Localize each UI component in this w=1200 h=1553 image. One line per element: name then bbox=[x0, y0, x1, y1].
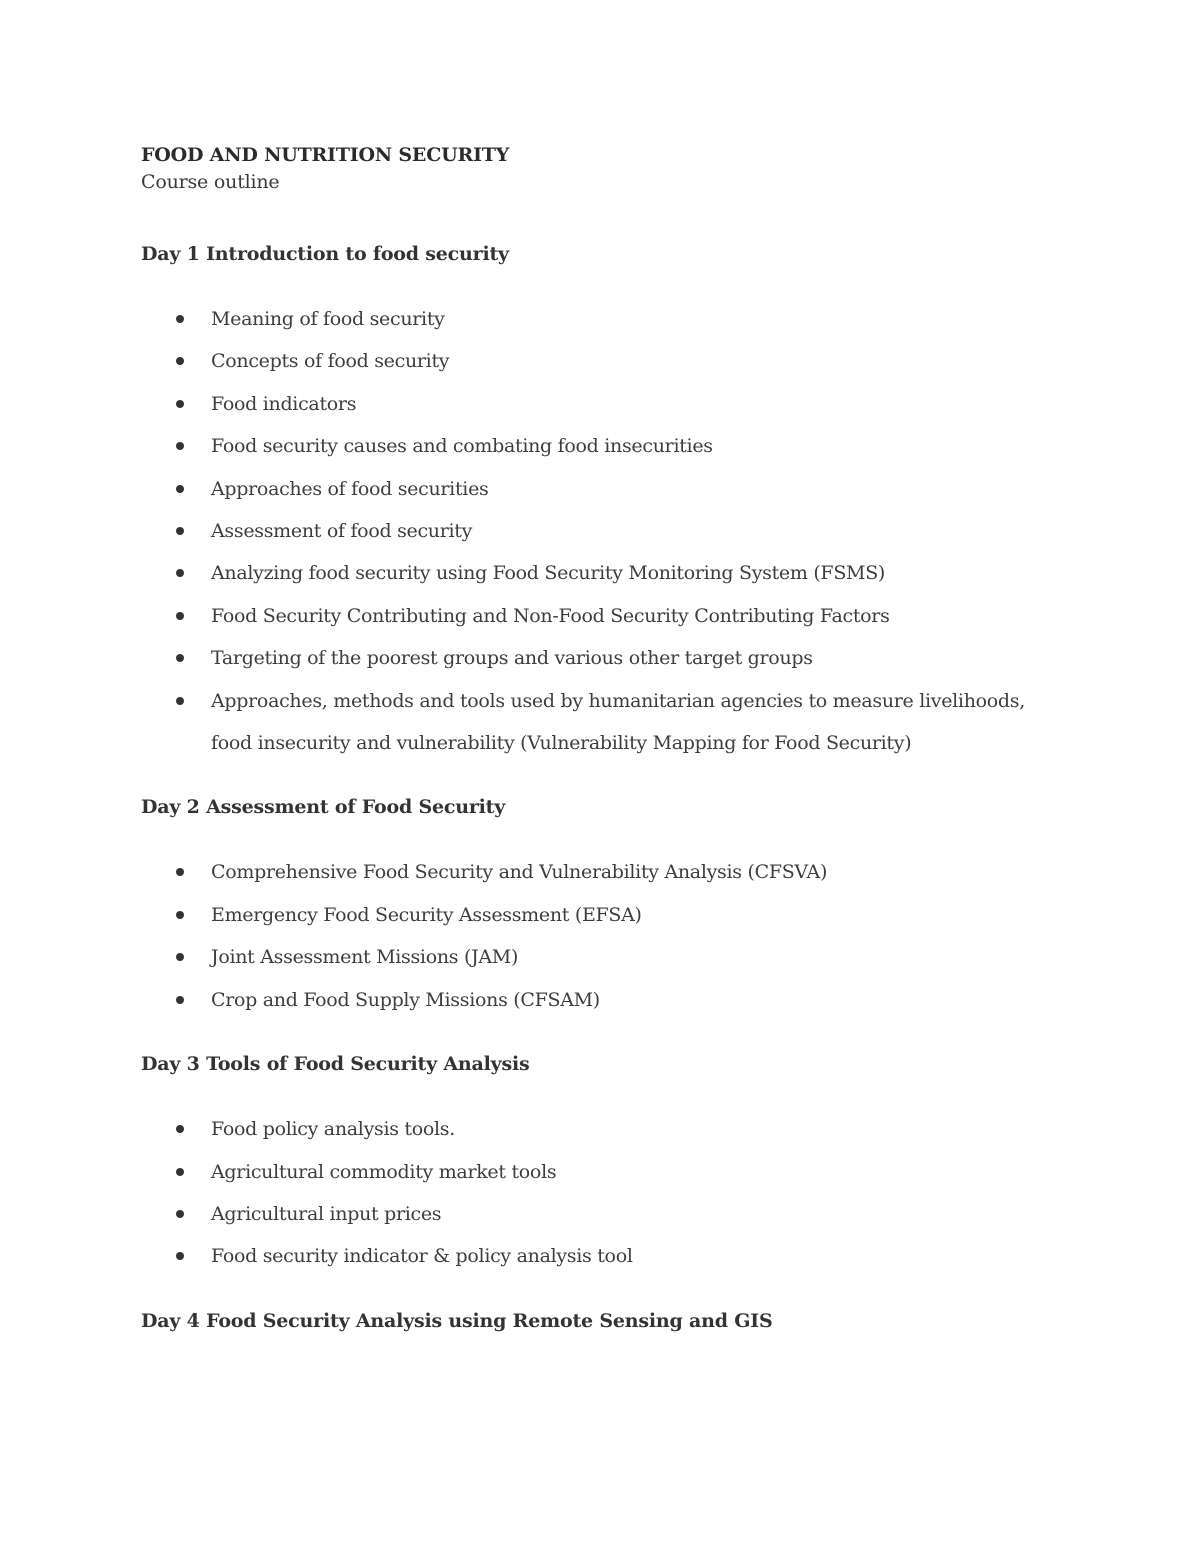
bullet-icon bbox=[176, 953, 184, 961]
list-item-text: Approaches, methods and tools used by humanitarian agencies to measure livelihoods, food insecurity and vulnerability (Vulnerability Mapping for Food Security) bbox=[211, 689, 1025, 755]
list-item bbox=[141, 637, 1061, 679]
bullet-icon bbox=[176, 569, 184, 577]
list-item-text: Approaches of food securities bbox=[211, 477, 489, 500]
bullet-icon bbox=[176, 400, 184, 408]
list-item-text: Agricultural input prices bbox=[211, 1202, 442, 1225]
bullet-icon bbox=[176, 315, 184, 323]
list-item bbox=[141, 1235, 1061, 1277]
day-2-heading: Day 2 Assessment of Food Security bbox=[141, 796, 506, 819]
day-4-heading: Day 4 Food Security Analysis using Remote Sensing and GIS bbox=[141, 1309, 773, 1332]
bullet-icon bbox=[176, 527, 184, 535]
list-item-text: Agricultural commodity market tools bbox=[211, 1160, 557, 1183]
list-item bbox=[141, 1193, 1061, 1235]
list-item-text: Targeting of the poorest groups and various other target groups bbox=[211, 647, 813, 670]
bullet-icon bbox=[176, 868, 184, 876]
list-item bbox=[141, 979, 1061, 1021]
list-item bbox=[141, 510, 1061, 552]
list-item-text: Food security causes and combating food insecurities bbox=[211, 435, 713, 458]
list-item-text: Food security indicator & policy analysis tool bbox=[211, 1245, 633, 1268]
bullet-icon bbox=[176, 1252, 184, 1260]
bullet-icon bbox=[176, 612, 184, 620]
list-item bbox=[141, 340, 1061, 382]
list-item bbox=[141, 851, 1061, 893]
bullet-icon bbox=[176, 357, 184, 365]
list-item-text: Concepts of food security bbox=[211, 350, 450, 373]
bullet-icon bbox=[176, 1210, 184, 1218]
list-item bbox=[141, 298, 1061, 340]
list-item bbox=[141, 1108, 1061, 1150]
document-page bbox=[141, 142, 1061, 1335]
list-item-text: Meaning of food security bbox=[211, 308, 445, 330]
list-item bbox=[141, 595, 1061, 637]
document-title: FOOD AND NUTRITION SECURITY bbox=[141, 144, 510, 166]
bullet-icon bbox=[176, 1125, 184, 1133]
bullet-icon bbox=[176, 1168, 184, 1176]
list-item-text: Emergency Food Security Assessment (EFSA) bbox=[211, 903, 642, 926]
list-item-text: Comprehensive Food Security and Vulnerability Analysis (CFSVA) bbox=[211, 861, 828, 884]
list-item bbox=[141, 468, 1061, 510]
day-3-topic-list bbox=[141, 1108, 1061, 1278]
list-item bbox=[141, 383, 1061, 425]
list-item bbox=[141, 680, 1061, 765]
bullet-icon bbox=[176, 697, 184, 705]
bullet-icon bbox=[176, 996, 184, 1004]
list-item-text: Assessment of food security bbox=[211, 520, 473, 543]
bullet-icon bbox=[176, 911, 184, 919]
list-item-text: Analyzing food security using Food Security Monitoring System (FSMS) bbox=[211, 562, 886, 585]
document-subtitle: Course outline bbox=[141, 171, 280, 193]
bullet-icon bbox=[176, 654, 184, 662]
day-2-topic-list bbox=[141, 851, 1061, 1021]
list-item bbox=[141, 894, 1061, 936]
list-item bbox=[141, 936, 1061, 978]
list-item bbox=[141, 552, 1061, 594]
day-1-heading: Day 1 Introduction to food security bbox=[141, 243, 509, 265]
list-item-text: Crop and Food Supply Missions (CFSAM) bbox=[211, 988, 600, 1011]
day-3-heading: Day 3 Tools of Food Security Analysis bbox=[141, 1053, 530, 1076]
list-item bbox=[141, 1151, 1061, 1193]
bullet-icon bbox=[176, 442, 184, 450]
list-item bbox=[141, 425, 1061, 467]
list-item-text: Food indicators bbox=[211, 392, 357, 415]
list-item-text: Food policy analysis tools. bbox=[211, 1118, 455, 1141]
day-1-topic-list bbox=[141, 298, 1061, 764]
list-item-text: Joint Assessment Missions (JAM) bbox=[211, 946, 519, 969]
bullet-icon bbox=[176, 485, 184, 493]
list-item-text: Food Security Contributing and Non-Food Security Contributing Factors bbox=[211, 604, 890, 627]
